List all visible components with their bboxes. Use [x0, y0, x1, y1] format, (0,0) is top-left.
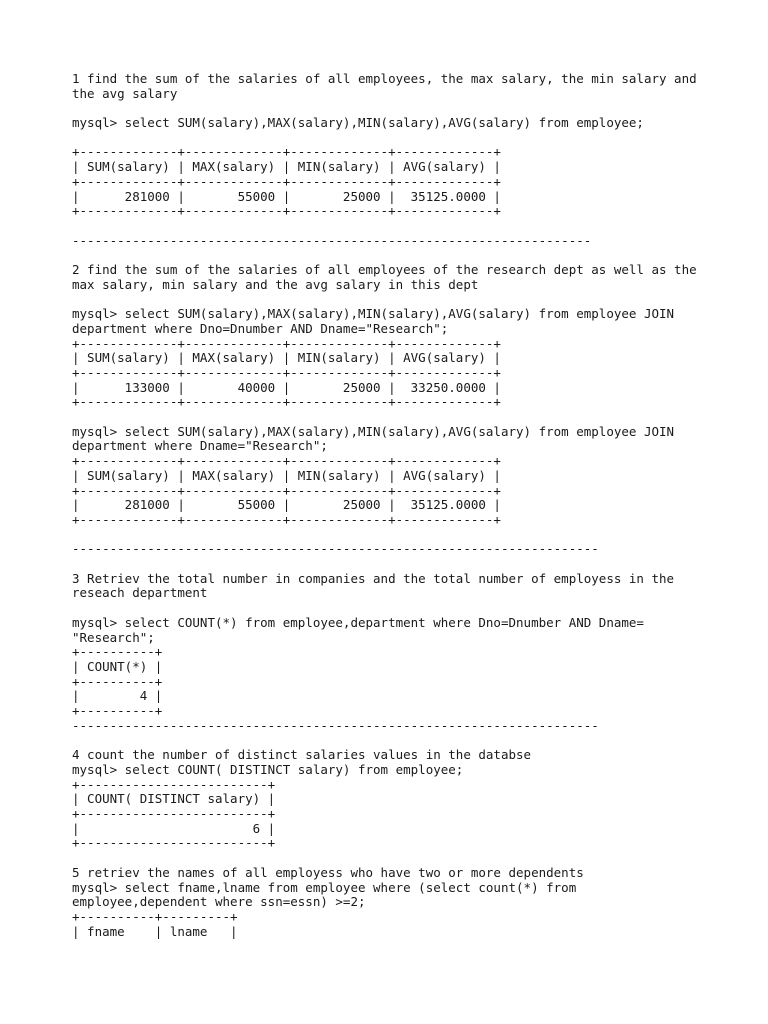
document-page [72, 72, 732, 939]
result-table-1: +-------------+-------------+-------------+-------------+ | SUM(salary) | MAX(salary) | MIN(salary) | AVG(salary) | +-------------+-------------+-------------+-------------+ | 281000 | 55000 | 25000 | 35125.0000 | +-------------+-------------+-------------+-------------+ [72, 144, 501, 219]
question-5-text: 5 retriev the names of all employess who have two or more dependents [72, 864, 584, 880]
query-2a: mysql> select SUM(salary),MAX(salary),MIN(salary),AVG(salary) from employee JOIN department where Dno=Dnumber AND Dname="Research"; [72, 306, 675, 336]
question-2-text: 2 find the sum of the salaries of all employees of the research dept as well as the max salary, min salary and the avg salary in this dept [72, 262, 697, 292]
query-5: mysql> select fname,lname from employee where (select count(*) from employee,dependent where ssn=essn) >=2; [72, 879, 577, 910]
result-table-2a: +-------------+-------------+-------------+-------------+ | SUM(salary) | MAX(salary) | MIN(salary) | AVG(salary) | +-------------+-------------+-------------+-------------+ | 133000 | 40000 | 25000 | 33250.0000 | +-------------+-------------+-------------+-------------+ [72, 335, 501, 410]
result-table-2b: +-------------+-------------+-------------+-------------+ | SUM(salary) | MAX(salary) | MIN(salary) | AVG(salary) | +-------------+-------------+-------------+-------------+ | 281000 | 55000 | 25000 | 35125.0000 | +-------------+-------------+-------------+-------------+ [72, 453, 501, 527]
section-divider: ---------------------------------------------------------------------- [72, 541, 599, 557]
query-3: mysql> select COUNT(*) from employee,department where Dno=Dnumber AND Dname= "Research"; [72, 614, 644, 645]
question-4-text: 4 count the number of distinct salaries values in the databse [72, 747, 532, 763]
section-divider: ---------------------------------------------------------------------- [72, 717, 599, 733]
query-2b: mysql> select SUM(salary),MAX(salary),MIN(salary),AVG(salary) from employee JOIN department where Dname="Research"; [72, 423, 675, 454]
section-divider: --------------------------------------------------------------------- [72, 232, 592, 248]
result-table-3: +----------+ | COUNT(*) | +----------+ | 4 | +----------+ [72, 644, 163, 719]
query-4: mysql> select COUNT( DISTINCT salary) from employee; [72, 761, 464, 777]
result-table-5: +----------+---------+ | fname | lname | [72, 908, 238, 939]
query-1: mysql> select SUM(salary),MAX(salary),MIN(salary),AVG(salary) from employee; [72, 115, 644, 131]
question-3-text: 3 Retriev the total number in companies and the total number of employess in the reseach department [72, 570, 675, 601]
result-table-4: +-------------------------+ | COUNT( DISTINCT salary) | +-------------------------+ | 6 | +-------------------------+ [72, 776, 276, 851]
question-1-text: 1 find the sum of the salaries of all employees, the max salary, the min salary and the avg salary [72, 71, 697, 101]
